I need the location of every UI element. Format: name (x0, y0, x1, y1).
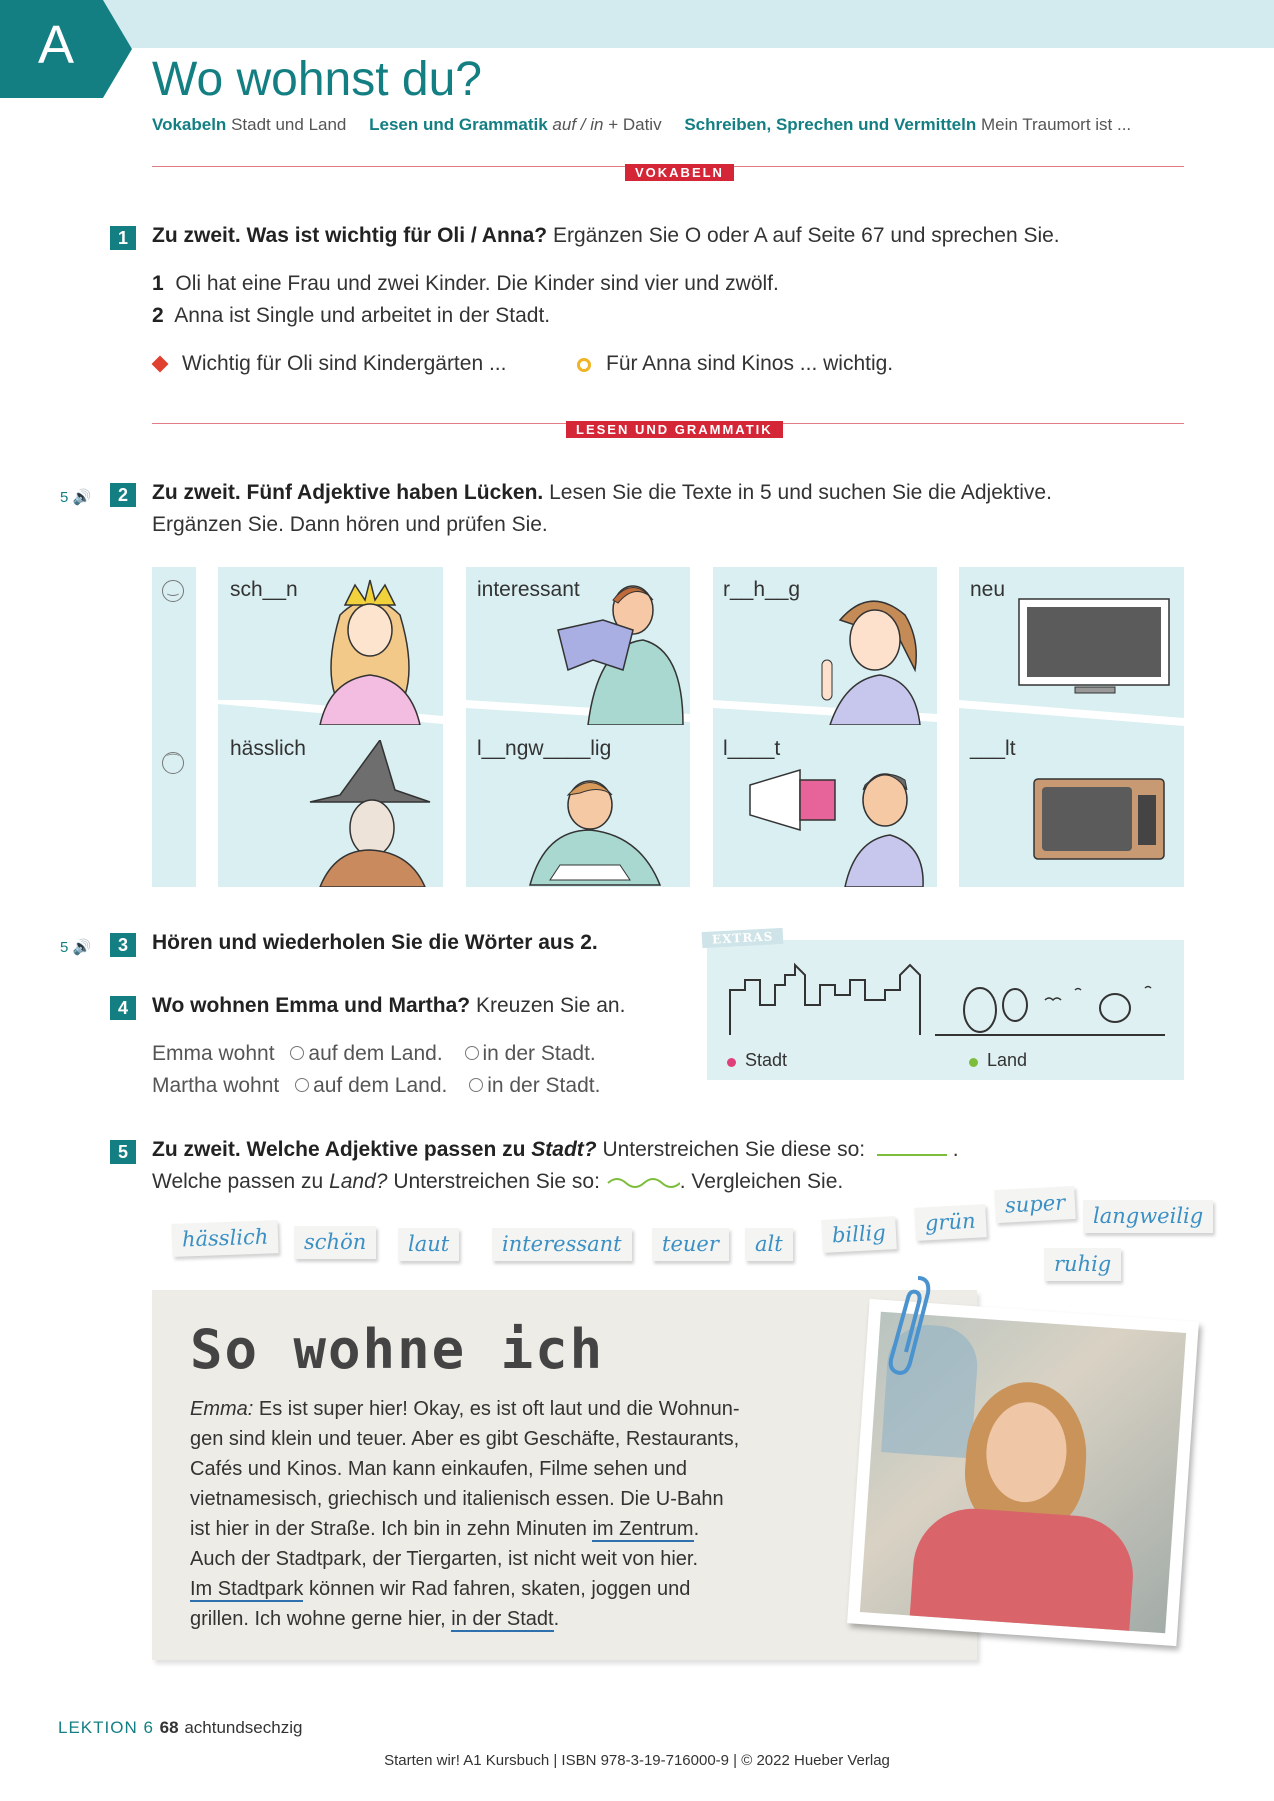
land-dot (969, 1058, 978, 1067)
extras-tag: EXTRAS (702, 928, 784, 948)
audio-track[interactable] (60, 938, 91, 956)
word-card[interactable]: hässlich (171, 1220, 278, 1257)
speaker-name: Emma: (190, 1398, 254, 1420)
option-label: in der Stadt. (487, 1074, 601, 1097)
paperclip-icon (888, 1268, 938, 1378)
exercise-instruction-italic: Land? (329, 1170, 388, 1193)
nav-value-italic: auf / in (552, 115, 604, 134)
adjective-label: hässlich (230, 737, 306, 760)
text-line: gen sind klein und teuer. Aber es gibt Geschäfte, Restaurants, (190, 1428, 740, 1450)
exercise-title-italic: Stadt? (531, 1138, 597, 1161)
nav-value: + Dativ (603, 115, 662, 134)
radio-land-emma[interactable] (290, 1046, 304, 1060)
text-line: grillen. Ich wohne gerne hier, (190, 1608, 446, 1630)
speaker-icon: 🔊 (72, 939, 92, 956)
reading-text: Emma: Es ist super hier! Okay, es ist oft laut und die Wohnun- gen sind klein und teuer. Aber es gibt Geschäfte, Restaurants, Cafés und Kinos. Man kann einkaufen, Filme sehen und vietnamesisch, griechisch und italienisch essen. Die U-Bahn ist hier in der Straße. Ich bin in zehn Minuten im Zentrum. Auch der Stadtpark, der Tiergarten, ist nicht weit von hier. Im Stadtpark können wir Rad fahren, skaten, joggen und grillen. Ich wohne gerne hier, in der Stadt. (190, 1398, 740, 1630)
exercise-number: 3 (110, 933, 136, 957)
stadt-label: Stadt (745, 1050, 788, 1070)
option-label: auf dem Land. (308, 1042, 443, 1065)
item-text: Anna ist Single und arbeitet in der Stadt. (174, 304, 551, 327)
underlined-phrase: im Zentrum (592, 1518, 694, 1540)
exercise-3-instruction (152, 931, 598, 955)
choice-row (152, 1074, 600, 1098)
mood-column (152, 567, 196, 887)
straight-underline-sample (877, 1154, 947, 1156)
topic-nav (152, 115, 1149, 135)
word-card[interactable]: interessant (492, 1228, 632, 1261)
adjective-label: l____t (723, 737, 781, 760)
text-line: können wir Rad fahren, skaten, joggen und (308, 1578, 691, 1600)
exercise-number: 2 (110, 483, 136, 507)
top-band (0, 0, 1274, 48)
item-number: 2 (152, 304, 164, 327)
page-number: 68 (159, 1718, 179, 1737)
circle-icon (577, 358, 591, 372)
exercise-number: 1 (110, 226, 136, 250)
track-number: 5 (60, 939, 69, 956)
row-label: Martha wohnt (152, 1074, 280, 1097)
exercise-instruction: Unterstreichen Sie so: (393, 1170, 600, 1193)
bored-boy-illustration (510, 765, 680, 887)
underlined-phrase: in der Stadt (451, 1608, 554, 1630)
nav-key: Vokabeln (152, 115, 227, 134)
section-tag-vokabeln: VOKABELN (625, 164, 734, 181)
word-card[interactable]: billig (821, 1216, 896, 1253)
exercise-number: 4 (110, 996, 136, 1020)
audio-track[interactable] (60, 488, 91, 506)
princess-illustration (300, 575, 440, 725)
adjective-label: interessant (477, 578, 580, 601)
text-line: Auch der Stadtpark, der Tiergarten, ist nicht weit von hier. (190, 1548, 699, 1570)
word-card[interactable]: langweilig (1083, 1200, 1213, 1233)
exercise-title: Zu zweit. Was ist wichtig für Oli / Anna? (152, 224, 548, 247)
text-line: ist hier in der Straße. Ich bin in zehn Minuten (190, 1518, 587, 1540)
page-footer (58, 1718, 302, 1738)
underlined-phrase: Im Stadtpark (190, 1578, 304, 1600)
section-tag-lesen: LESEN UND GRAMMATIK (566, 421, 783, 438)
new-tv-illustration (1015, 595, 1175, 705)
copyright-line: Starten wir! A1 Kursbuch | ISBN 978-3-19-716000-9 | © 2022 Hueber Verlag (384, 1752, 890, 1769)
exercise-instruction: Ergänzen Sie O oder A auf Seite 67 und sprechen Sie. (552, 224, 1060, 247)
exercise-instruction: Kreuzen Sie an. (475, 994, 626, 1017)
smiley-sad-icon: ⌒ (162, 752, 184, 774)
exercise-title: Wo wohnen Emma und Martha? (152, 994, 471, 1017)
word-card[interactable]: schön (294, 1226, 376, 1259)
text-line: Cafés und Kinos. Man kann einkaufen, Filme sehen und (190, 1458, 687, 1480)
item-text: Oli hat eine Frau und zwei Kinder. Die Kinder sind vier und zwölf. (175, 272, 779, 295)
word-card[interactable]: super (994, 1186, 1076, 1223)
list-item (152, 272, 779, 296)
row-label: Emma wohnt (152, 1042, 275, 1065)
adjective-label: r__h__g (723, 578, 801, 601)
smiley-happy-icon: ‿ (162, 580, 184, 602)
exercise-2-instruction (152, 481, 1052, 505)
stadt-dot (727, 1058, 736, 1067)
page-title: Wo wohnst du? (152, 53, 482, 106)
word-card[interactable]: teuer (652, 1228, 729, 1261)
reading-man-illustration (548, 575, 688, 725)
radio-stadt-martha[interactable] (469, 1078, 483, 1092)
adjective-label: ___lt (970, 737, 1016, 760)
word-card[interactable]: laut (398, 1228, 459, 1261)
radio-land-martha[interactable] (295, 1078, 309, 1092)
list-item (152, 304, 550, 328)
exercise-instruction: . Vergleichen Sie. (679, 1170, 844, 1193)
witch-illustration (300, 740, 440, 887)
word-card[interactable]: grün (914, 1204, 986, 1241)
exercise-5-line1: Zu zweit. Welche Adjektive passen zu Stadt? Unterstreichen Sie diese so: . (152, 1138, 959, 1161)
page-number-word: achtundsechzig (184, 1718, 303, 1737)
item-number: 1 (152, 272, 164, 295)
speech-example: Für Anna sind Kinos ... wichtig. (606, 352, 894, 375)
option-label: auf dem Land. (313, 1074, 448, 1097)
exercise-instruction: Ergänzen Sie. Dann hören und prüfen Sie. (152, 513, 548, 536)
nav-key: Schreiben, Sprechen und Vermitteln (684, 115, 977, 134)
land-label: Land (987, 1050, 1028, 1070)
exercise-instruction: Unterstreichen Sie diese so: (602, 1138, 866, 1161)
wavy-underline-sample (606, 1175, 680, 1189)
megaphone-illustration (745, 755, 925, 887)
text-line: vietnamesisch, griechisch und italienisch essen. Die U-Bahn (190, 1488, 724, 1510)
choice-row (152, 1042, 596, 1066)
lesson-letter: A (38, 15, 75, 75)
exercise-title: Hören und wiederholen Sie die Wörter aus 2. (152, 931, 598, 954)
speech-example: Wichtig für Oli sind Kindergärten ... (182, 352, 507, 375)
exercise-title: Zu zweit. Fünf Adjektive haben Lücken. (152, 481, 544, 504)
diamond-icon (152, 356, 169, 373)
exercise-4-instruction (152, 994, 625, 1018)
nav-value: Stadt und Land (231, 115, 347, 134)
exercise-instruction: Lesen Sie die Texte in 5 und suchen Sie die Adjektive. (549, 481, 1052, 504)
word-card[interactable]: alt (745, 1228, 793, 1261)
reading-title: So wohne ich (190, 1318, 605, 1381)
adjective-label: sch__n (230, 578, 298, 601)
adjective-label: l__ngw____lig (477, 737, 612, 760)
nav-value: Mein Traumort ist ... (980, 115, 1132, 134)
speaker-icon: 🔊 (72, 489, 92, 506)
radio-stadt-emma[interactable] (465, 1046, 479, 1060)
exercise-instruction: Welche passen zu (152, 1170, 324, 1193)
nav-key: Lesen und Grammatik (369, 115, 548, 134)
exercise-number: 5 (110, 1140, 136, 1164)
lesson-label: LEKTION 6 (58, 1718, 154, 1737)
track-number: 5 (60, 489, 69, 506)
adjective-label: neu (970, 578, 1006, 601)
old-tv-illustration (1030, 775, 1170, 865)
text-line: Es ist super hier! Okay, es ist oft laut und die Wohnun- (258, 1398, 740, 1420)
word-card[interactable]: ruhig (1044, 1248, 1121, 1281)
exercise-1-instruction (152, 224, 1060, 248)
exercise-title: Zu zweit. Welche Adjektive passen zu (152, 1138, 526, 1161)
quiet-woman-illustration (800, 580, 940, 725)
skyline-illustration (725, 960, 1175, 1040)
option-label: in der Stadt. (482, 1042, 596, 1065)
exercise-5-line2 (152, 1170, 843, 1194)
